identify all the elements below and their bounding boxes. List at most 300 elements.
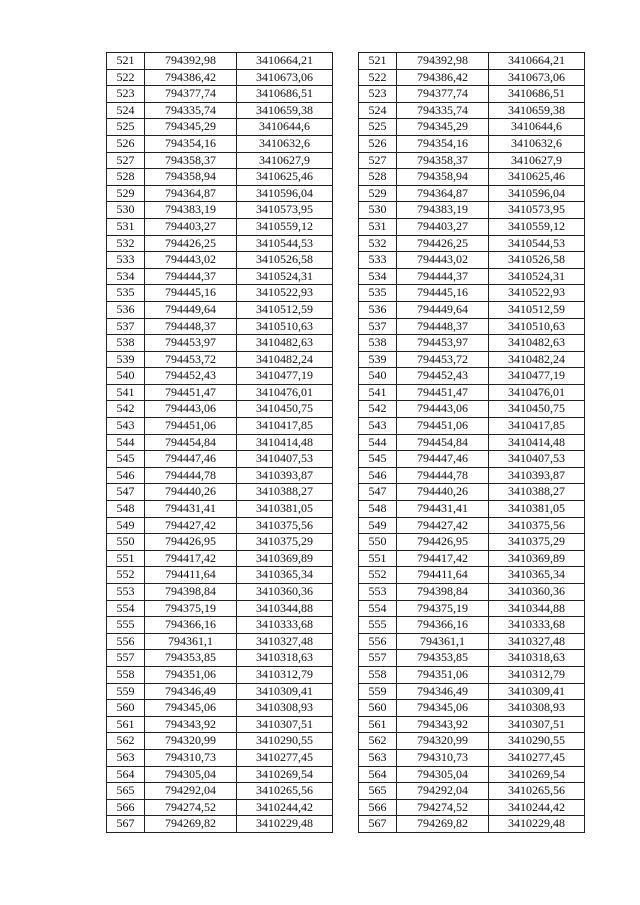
- table-row: [107, 86, 333, 103]
- table-row: [107, 119, 333, 136]
- point-number-cell: 529: [359, 185, 397, 202]
- x-coordinate-cell: 794335,74: [145, 102, 237, 119]
- x-coordinate-cell: 794269,82: [397, 816, 489, 833]
- point-number-cell: 555: [359, 617, 397, 634]
- point-number-cell: 556: [107, 633, 145, 650]
- point-number-cell: 560: [359, 700, 397, 717]
- x-coordinate-cell: 794447,46: [145, 451, 237, 468]
- coordinate-table-left-body: [107, 53, 333, 833]
- point-number-cell: 552: [107, 567, 145, 584]
- y-coordinate-cell: 3410375,56: [489, 517, 585, 534]
- point-number-cell: 544: [107, 434, 145, 451]
- table-row: [107, 301, 333, 318]
- y-coordinate-cell: 3410559,12: [237, 218, 333, 235]
- y-coordinate-cell: 3410482,24: [489, 351, 585, 368]
- point-number-cell: 551: [107, 550, 145, 567]
- table-row: [107, 451, 333, 468]
- table-row: [359, 467, 585, 484]
- point-number-cell: 530: [359, 202, 397, 219]
- table-row: [107, 102, 333, 119]
- coordinate-table-left: [106, 52, 333, 833]
- y-coordinate-cell: 3410510,63: [237, 318, 333, 335]
- table-row: [359, 700, 585, 717]
- x-coordinate-cell: 794445,16: [145, 285, 237, 302]
- table-row: [359, 401, 585, 418]
- x-coordinate-cell: 794358,94: [397, 169, 489, 186]
- y-coordinate-cell: 3410512,59: [489, 301, 585, 318]
- point-number-cell: 528: [359, 169, 397, 186]
- table-row: [107, 633, 333, 650]
- point-number-cell: 523: [107, 86, 145, 103]
- table-row: [107, 268, 333, 285]
- x-coordinate-cell: 794403,27: [145, 218, 237, 235]
- y-coordinate-cell: 3410393,87: [489, 467, 585, 484]
- table-row: [359, 235, 585, 252]
- x-coordinate-cell: 794364,87: [145, 185, 237, 202]
- table-row: [107, 53, 333, 70]
- point-number-cell: 533: [107, 252, 145, 269]
- y-coordinate-cell: 3410686,51: [489, 86, 585, 103]
- point-number-cell: 553: [107, 584, 145, 601]
- x-coordinate-cell: 794443,06: [145, 401, 237, 418]
- point-number-cell: 540: [359, 368, 397, 385]
- table-row: [107, 169, 333, 186]
- table-row: [359, 384, 585, 401]
- x-coordinate-cell: 794305,04: [145, 766, 237, 783]
- x-coordinate-cell: 794445,16: [397, 285, 489, 302]
- y-coordinate-cell: 3410307,51: [237, 716, 333, 733]
- point-number-cell: 523: [359, 86, 397, 103]
- y-coordinate-cell: 3410526,58: [489, 252, 585, 269]
- y-coordinate-cell: 3410407,53: [489, 451, 585, 468]
- coordinate-table-right-body: [359, 53, 585, 833]
- point-number-cell: 539: [107, 351, 145, 368]
- point-number-cell: 542: [107, 401, 145, 418]
- table-row: [359, 799, 585, 816]
- y-coordinate-cell: 3410244,42: [489, 799, 585, 816]
- table-row: [359, 252, 585, 269]
- point-number-cell: 543: [359, 418, 397, 435]
- point-number-cell: 536: [359, 301, 397, 318]
- table-row: [359, 666, 585, 683]
- x-coordinate-cell: 794444,78: [397, 467, 489, 484]
- point-number-cell: 565: [107, 783, 145, 800]
- x-coordinate-cell: 794375,19: [145, 600, 237, 617]
- point-number-cell: 531: [107, 218, 145, 235]
- table-row: [107, 617, 333, 634]
- x-coordinate-cell: 794453,72: [145, 351, 237, 368]
- x-coordinate-cell: 794358,37: [145, 152, 237, 169]
- point-number-cell: 524: [359, 102, 397, 119]
- x-coordinate-cell: 794411,64: [397, 567, 489, 584]
- point-number-cell: 535: [107, 285, 145, 302]
- point-number-cell: 541: [359, 384, 397, 401]
- x-coordinate-cell: 794451,06: [397, 418, 489, 435]
- x-coordinate-cell: 794375,19: [397, 600, 489, 617]
- y-coordinate-cell: 3410309,41: [489, 683, 585, 700]
- table-row: [359, 318, 585, 335]
- y-coordinate-cell: 3410512,59: [237, 301, 333, 318]
- y-coordinate-cell: 3410269,54: [237, 766, 333, 783]
- y-coordinate-cell: 3410312,79: [489, 666, 585, 683]
- y-coordinate-cell: 3410344,88: [489, 600, 585, 617]
- point-number-cell: 551: [359, 550, 397, 567]
- table-row: [107, 749, 333, 766]
- x-coordinate-cell: 794366,16: [397, 617, 489, 634]
- table-row: [107, 434, 333, 451]
- table-row: [107, 69, 333, 86]
- point-number-cell: 525: [107, 119, 145, 136]
- y-coordinate-cell: 3410632,6: [237, 135, 333, 152]
- y-coordinate-cell: 3410318,63: [237, 650, 333, 667]
- table-row: [359, 716, 585, 733]
- table-row: [359, 268, 585, 285]
- point-number-cell: 564: [359, 766, 397, 783]
- y-coordinate-cell: 3410344,88: [237, 600, 333, 617]
- x-coordinate-cell: 794366,16: [145, 617, 237, 634]
- y-coordinate-cell: 3410308,93: [237, 700, 333, 717]
- table-row: [359, 633, 585, 650]
- x-coordinate-cell: 794453,97: [145, 335, 237, 352]
- y-coordinate-cell: 3410307,51: [489, 716, 585, 733]
- x-coordinate-cell: 794398,84: [397, 584, 489, 601]
- y-coordinate-cell: 3410277,45: [237, 749, 333, 766]
- y-coordinate-cell: 3410625,46: [489, 169, 585, 186]
- y-coordinate-cell: 3410388,27: [489, 484, 585, 501]
- point-number-cell: 530: [107, 202, 145, 219]
- table-row: [107, 467, 333, 484]
- point-number-cell: 550: [359, 534, 397, 551]
- y-coordinate-cell: 3410309,41: [237, 683, 333, 700]
- point-number-cell: 521: [359, 53, 397, 70]
- y-coordinate-cell: 3410393,87: [237, 467, 333, 484]
- table-row: [107, 351, 333, 368]
- x-coordinate-cell: 794274,52: [397, 799, 489, 816]
- x-coordinate-cell: 794292,04: [145, 783, 237, 800]
- table-row: [107, 218, 333, 235]
- x-coordinate-cell: 794386,42: [145, 69, 237, 86]
- point-number-cell: 559: [107, 683, 145, 700]
- y-coordinate-cell: 3410524,31: [489, 268, 585, 285]
- x-coordinate-cell: 794398,84: [145, 584, 237, 601]
- point-number-cell: 537: [107, 318, 145, 335]
- x-coordinate-cell: 794444,78: [145, 467, 237, 484]
- x-coordinate-cell: 794426,25: [397, 235, 489, 252]
- point-number-cell: 567: [107, 816, 145, 833]
- x-coordinate-cell: 794444,37: [145, 268, 237, 285]
- table-row: [107, 534, 333, 551]
- table-row: [107, 252, 333, 269]
- table-row: [107, 235, 333, 252]
- y-coordinate-cell: 3410559,12: [489, 218, 585, 235]
- table-row: [359, 86, 585, 103]
- y-coordinate-cell: 3410482,24: [237, 351, 333, 368]
- y-coordinate-cell: 3410375,56: [237, 517, 333, 534]
- y-coordinate-cell: 3410360,36: [489, 584, 585, 601]
- table-row: [359, 584, 585, 601]
- x-coordinate-cell: 794343,92: [145, 716, 237, 733]
- x-coordinate-cell: 794364,87: [397, 185, 489, 202]
- y-coordinate-cell: 3410381,05: [237, 501, 333, 518]
- x-coordinate-cell: 794452,43: [145, 368, 237, 385]
- y-coordinate-cell: 3410290,55: [237, 733, 333, 750]
- table-row: [359, 451, 585, 468]
- x-coordinate-cell: 794392,98: [397, 53, 489, 70]
- y-coordinate-cell: 3410627,9: [237, 152, 333, 169]
- x-coordinate-cell: 794431,41: [397, 501, 489, 518]
- x-coordinate-cell: 794320,99: [145, 733, 237, 750]
- point-number-cell: 535: [359, 285, 397, 302]
- table-row: [359, 135, 585, 152]
- table-row: [107, 335, 333, 352]
- x-coordinate-cell: 794448,37: [397, 318, 489, 335]
- x-coordinate-cell: 794351,06: [145, 666, 237, 683]
- x-coordinate-cell: 794377,74: [397, 86, 489, 103]
- y-coordinate-cell: 3410269,54: [489, 766, 585, 783]
- y-coordinate-cell: 3410365,34: [489, 567, 585, 584]
- point-number-cell: 533: [359, 252, 397, 269]
- y-coordinate-cell: 3410277,45: [489, 749, 585, 766]
- x-coordinate-cell: 794354,16: [145, 135, 237, 152]
- point-number-cell: 554: [359, 600, 397, 617]
- point-number-cell: 529: [107, 185, 145, 202]
- table-row: [359, 484, 585, 501]
- x-coordinate-cell: 794417,42: [397, 550, 489, 567]
- y-coordinate-cell: 3410450,75: [489, 401, 585, 418]
- table-row: [359, 368, 585, 385]
- y-coordinate-cell: 3410522,93: [489, 285, 585, 302]
- y-coordinate-cell: 3410573,95: [237, 202, 333, 219]
- y-coordinate-cell: 3410417,85: [489, 418, 585, 435]
- point-number-cell: 563: [359, 749, 397, 766]
- y-coordinate-cell: 3410686,51: [237, 86, 333, 103]
- table-row: [107, 783, 333, 800]
- point-number-cell: 538: [359, 335, 397, 352]
- x-coordinate-cell: 794310,73: [397, 749, 489, 766]
- table-row: [359, 335, 585, 352]
- point-number-cell: 559: [359, 683, 397, 700]
- x-coordinate-cell: 794449,64: [397, 301, 489, 318]
- y-coordinate-cell: 3410388,27: [237, 484, 333, 501]
- point-number-cell: 542: [359, 401, 397, 418]
- table-row: [359, 783, 585, 800]
- point-number-cell: 539: [359, 351, 397, 368]
- point-number-cell: 534: [107, 268, 145, 285]
- x-coordinate-cell: 794269,82: [145, 816, 237, 833]
- table-row: [107, 600, 333, 617]
- x-coordinate-cell: 794426,95: [397, 534, 489, 551]
- table-row: [107, 501, 333, 518]
- x-coordinate-cell: 794292,04: [397, 783, 489, 800]
- coordinate-table-right: [358, 52, 585, 833]
- y-coordinate-cell: 3410673,06: [489, 69, 585, 86]
- y-coordinate-cell: 3410365,34: [237, 567, 333, 584]
- x-coordinate-cell: 794345,06: [397, 700, 489, 717]
- table-row: [359, 501, 585, 518]
- table-row: [359, 185, 585, 202]
- y-coordinate-cell: 3410673,06: [237, 69, 333, 86]
- y-coordinate-cell: 3410229,48: [237, 816, 333, 833]
- x-coordinate-cell: 794443,06: [397, 401, 489, 418]
- x-coordinate-cell: 794447,46: [397, 451, 489, 468]
- point-number-cell: 532: [359, 235, 397, 252]
- y-coordinate-cell: 3410477,19: [489, 368, 585, 385]
- x-coordinate-cell: 794305,04: [397, 766, 489, 783]
- y-coordinate-cell: 3410381,05: [489, 501, 585, 518]
- table-row: [107, 517, 333, 534]
- x-coordinate-cell: 794444,37: [397, 268, 489, 285]
- point-number-cell: 566: [107, 799, 145, 816]
- point-number-cell: 556: [359, 633, 397, 650]
- table-row: [107, 202, 333, 219]
- point-number-cell: 554: [107, 600, 145, 617]
- point-number-cell: 521: [107, 53, 145, 70]
- table-row: [359, 285, 585, 302]
- table-row: [107, 567, 333, 584]
- x-coordinate-cell: 794453,72: [397, 351, 489, 368]
- y-coordinate-cell: 3410524,31: [237, 268, 333, 285]
- x-coordinate-cell: 794343,92: [397, 716, 489, 733]
- point-number-cell: 545: [359, 451, 397, 468]
- x-coordinate-cell: 794453,97: [397, 335, 489, 352]
- x-coordinate-cell: 794361,1: [397, 633, 489, 650]
- y-coordinate-cell: 3410333,68: [489, 617, 585, 634]
- table-row: [107, 683, 333, 700]
- x-coordinate-cell: 794383,19: [145, 202, 237, 219]
- point-number-cell: 527: [107, 152, 145, 169]
- table-row: [107, 135, 333, 152]
- table-row: [107, 484, 333, 501]
- y-coordinate-cell: 3410544,53: [489, 235, 585, 252]
- table-row: [107, 716, 333, 733]
- y-coordinate-cell: 3410664,21: [237, 53, 333, 70]
- point-number-cell: 560: [107, 700, 145, 717]
- y-coordinate-cell: 3410526,58: [237, 252, 333, 269]
- point-number-cell: 557: [107, 650, 145, 667]
- point-number-cell: 534: [359, 268, 397, 285]
- table-row: [359, 218, 585, 235]
- point-number-cell: 558: [107, 666, 145, 683]
- point-number-cell: 561: [107, 716, 145, 733]
- point-number-cell: 561: [359, 716, 397, 733]
- y-coordinate-cell: 3410414,48: [489, 434, 585, 451]
- point-number-cell: 537: [359, 318, 397, 335]
- x-coordinate-cell: 794310,73: [145, 749, 237, 766]
- x-coordinate-cell: 794353,85: [397, 650, 489, 667]
- y-coordinate-cell: 3410327,48: [237, 633, 333, 650]
- point-number-cell: 548: [359, 501, 397, 518]
- y-coordinate-cell: 3410318,63: [489, 650, 585, 667]
- y-coordinate-cell: 3410482,63: [237, 335, 333, 352]
- y-coordinate-cell: 3410375,29: [237, 534, 333, 551]
- table-row: [107, 285, 333, 302]
- y-coordinate-cell: 3410360,36: [237, 584, 333, 601]
- x-coordinate-cell: 794346,49: [145, 683, 237, 700]
- y-coordinate-cell: 3410450,75: [237, 401, 333, 418]
- table-row: [359, 550, 585, 567]
- y-coordinate-cell: 3410265,56: [489, 783, 585, 800]
- table-row: [359, 749, 585, 766]
- point-number-cell: 528: [107, 169, 145, 186]
- point-number-cell: 562: [107, 733, 145, 750]
- point-number-cell: 548: [107, 501, 145, 518]
- table-row: [359, 69, 585, 86]
- y-coordinate-cell: 3410596,04: [237, 185, 333, 202]
- table-row: [359, 517, 585, 534]
- table-row: [359, 733, 585, 750]
- table-row: [107, 666, 333, 683]
- table-row: [359, 351, 585, 368]
- x-coordinate-cell: 794451,47: [145, 384, 237, 401]
- table-row: [359, 816, 585, 833]
- x-coordinate-cell: 794320,99: [397, 733, 489, 750]
- x-coordinate-cell: 794354,16: [397, 135, 489, 152]
- x-coordinate-cell: 794443,02: [397, 252, 489, 269]
- table-row: [107, 799, 333, 816]
- table-row: [359, 766, 585, 783]
- table-row: [107, 185, 333, 202]
- table-row: [359, 617, 585, 634]
- x-coordinate-cell: 794358,94: [145, 169, 237, 186]
- x-coordinate-cell: 794361,1: [145, 633, 237, 650]
- y-coordinate-cell: 3410476,01: [489, 384, 585, 401]
- point-number-cell: 547: [359, 484, 397, 501]
- x-coordinate-cell: 794392,98: [145, 53, 237, 70]
- point-number-cell: 558: [359, 666, 397, 683]
- x-coordinate-cell: 794417,42: [145, 550, 237, 567]
- x-coordinate-cell: 794345,06: [145, 700, 237, 717]
- x-coordinate-cell: 794403,27: [397, 218, 489, 235]
- y-coordinate-cell: 3410510,63: [489, 318, 585, 335]
- table-row: [359, 534, 585, 551]
- point-number-cell: 555: [107, 617, 145, 634]
- point-number-cell: 567: [359, 816, 397, 833]
- point-number-cell: 541: [107, 384, 145, 401]
- x-coordinate-cell: 794451,47: [397, 384, 489, 401]
- point-number-cell: 526: [359, 135, 397, 152]
- point-number-cell: 538: [107, 335, 145, 352]
- y-coordinate-cell: 3410573,95: [489, 202, 585, 219]
- x-coordinate-cell: 794358,37: [397, 152, 489, 169]
- x-coordinate-cell: 794452,43: [397, 368, 489, 385]
- point-number-cell: 564: [107, 766, 145, 783]
- table-row: [359, 683, 585, 700]
- table-row: [359, 600, 585, 617]
- point-number-cell: 547: [107, 484, 145, 501]
- y-coordinate-cell: 3410229,48: [489, 816, 585, 833]
- x-coordinate-cell: 794431,41: [145, 501, 237, 518]
- point-number-cell: 550: [107, 534, 145, 551]
- x-coordinate-cell: 794351,06: [397, 666, 489, 683]
- point-number-cell: 553: [359, 584, 397, 601]
- y-coordinate-cell: 3410375,29: [489, 534, 585, 551]
- x-coordinate-cell: 794383,19: [397, 202, 489, 219]
- table-row: [107, 418, 333, 435]
- table-row: [107, 318, 333, 335]
- y-coordinate-cell: 3410644,6: [237, 119, 333, 136]
- x-coordinate-cell: 794353,85: [145, 650, 237, 667]
- table-row: [359, 152, 585, 169]
- y-coordinate-cell: 3410333,68: [237, 617, 333, 634]
- x-coordinate-cell: 794346,49: [397, 683, 489, 700]
- table-row: [107, 733, 333, 750]
- y-coordinate-cell: 3410369,89: [237, 550, 333, 567]
- y-coordinate-cell: 3410596,04: [489, 185, 585, 202]
- point-number-cell: 546: [359, 467, 397, 484]
- point-number-cell: 544: [359, 434, 397, 451]
- point-number-cell: 546: [107, 467, 145, 484]
- y-coordinate-cell: 3410522,93: [237, 285, 333, 302]
